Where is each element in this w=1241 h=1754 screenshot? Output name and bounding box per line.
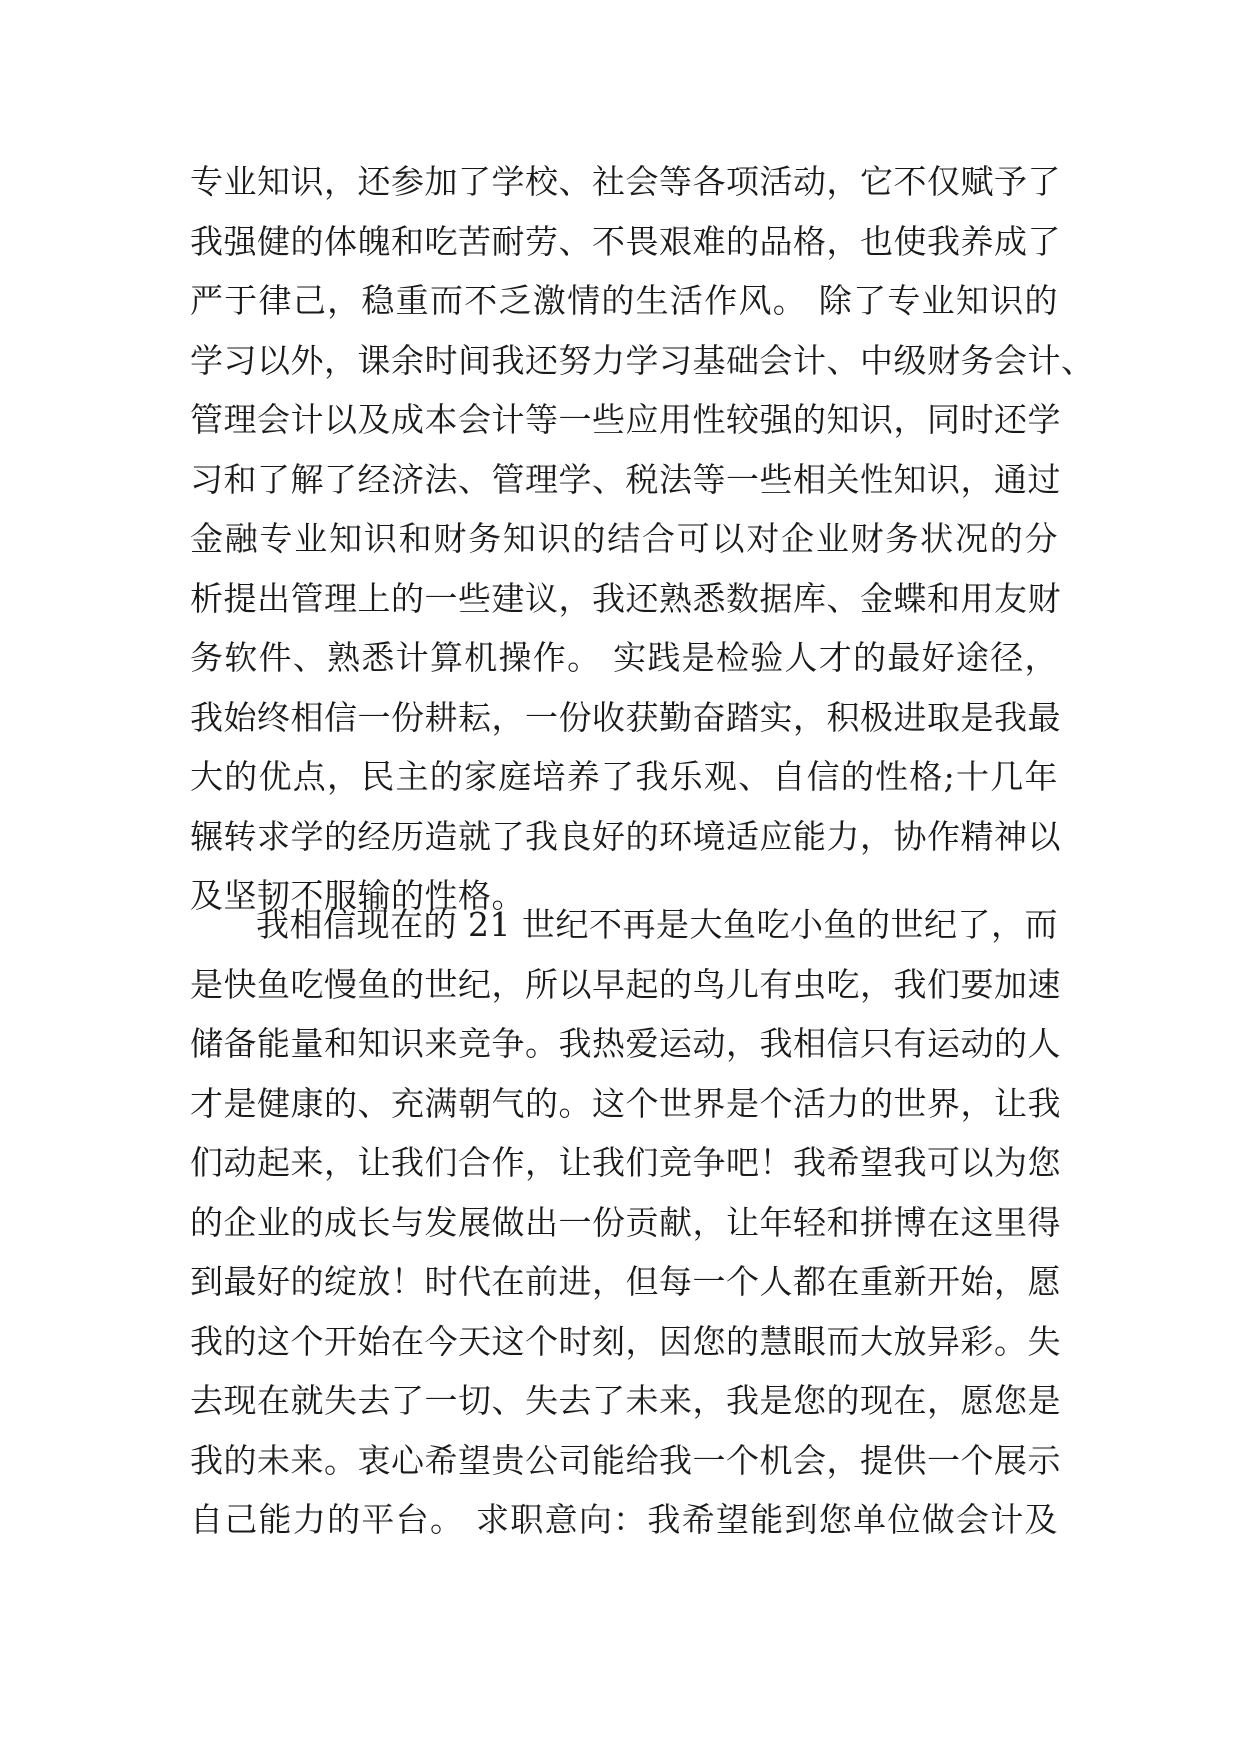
text-line: 是快鱼吃慢鱼的世纪，所以早起的鸟儿有虫吃，我们要加速: [190, 964, 1061, 1004]
text-line: 我的这个开始在今天这个时刻，因您的慧眼而大放异彩。失: [190, 1321, 1061, 1361]
text-line: 的企业的成长与发展做出一份贡献，让年轻和拼博在这里得: [190, 1202, 1061, 1242]
text-line: 及坚韧不服输的性格。: [190, 876, 525, 915]
text-line: 习和了解了经济法、管理学、税法等一些相关性知识，通过: [190, 459, 1061, 499]
paragraph-continuation: [190, 152, 1095, 926]
text-line: 严于律己，稳重而不乏激情的生活作风。 除了专业知识的: [190, 281, 1058, 320]
text-line: 我的未来。衷心希望贵公司能给我一个机会，提供一个展示: [190, 1440, 1061, 1480]
text-line: 储备能量和知识来竞争。我热爱运动，我相信只有运动的人: [190, 1024, 1061, 1063]
text-line: 金融专业知识和财务知识的结合可以对企业财务状况的分: [190, 519, 1058, 558]
text-line: 管理会计以及成本会计等一些应用性较强的知识，同时还学: [190, 400, 1061, 439]
text-line: 自己能力的平台。 求职意向：我希望能到您单位做会计及: [190, 1500, 1058, 1539]
text-line: 专业知识，还参加了学校、社会等各项活动，它不仅赋予了: [190, 162, 1061, 201]
text-line-indented: 我相信现在的 21 世纪不再是大鱼吃小鱼的世纪了，而: [256, 905, 1058, 944]
text-line: 们动起来，让我们合作，让我们竞争吧！我希望我可以为您: [190, 1143, 1061, 1182]
text-line: 我强健的体魄和吃苦耐劳、不畏艰难的品格，也使我养成了: [190, 221, 1061, 261]
text-line: 大的优点，民主的家庭培养了我乐观、自信的性格;十几年: [190, 757, 1058, 796]
text-line: 析提出管理上的一些建议，我还熟悉数据库、金蝶和用友财: [190, 578, 1061, 618]
text-line: 才是健康的、充满朝气的。这个世界是个活力的世界，让我: [190, 1083, 1061, 1123]
text-line: 我始终相信一份耕耘，一份收获勤奋踏实，积极进取是我最: [190, 697, 1061, 737]
text-line: 辗转求学的经历造就了我良好的环境适应能力，协作精神以: [190, 816, 1061, 856]
text-line: 学习以外，课余时间我还努力学习基础会计、中级财务会计、: [190, 340, 1095, 380]
text-line: 务软件、熟悉计算机操作。 实践是检验人才的最好途径，: [190, 638, 1058, 677]
paragraph-job-statement: [190, 895, 1061, 1550]
text-line: 到最好的绽放！时代在前进，但每一个人都在重新开始，愿: [190, 1262, 1061, 1301]
text-line: 去现在就失去了一切、失去了未来，我是您的现在，愿您是: [190, 1381, 1061, 1420]
